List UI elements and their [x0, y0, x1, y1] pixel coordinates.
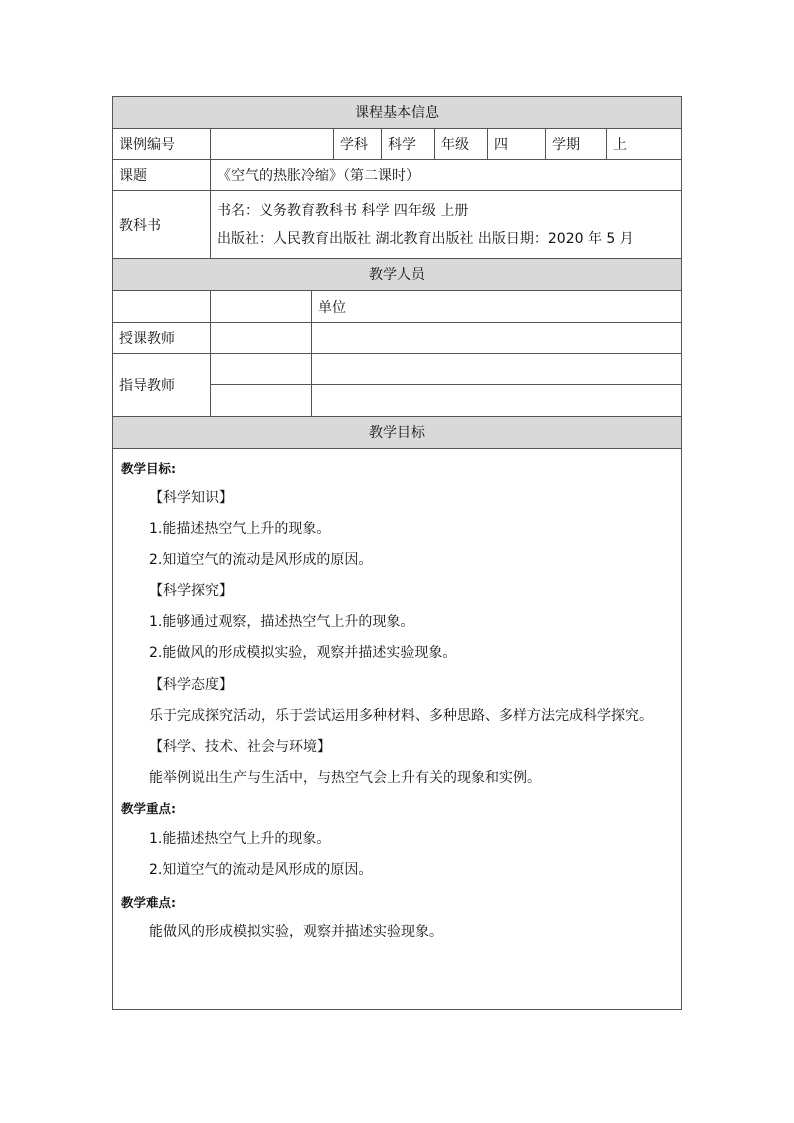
teacher-label: 授课教师 [119, 331, 175, 347]
textbook-publisher-line: 出版社：人民教育出版社 湖北教育出版社 出版日期：2020 年 5 月 [217, 231, 634, 247]
course-info-row [113, 129, 681, 160]
topic-label: 课题 [119, 168, 147, 184]
inquiry-item-1: 1.能够通过观察，描述热空气上升的现象。 [149, 614, 415, 630]
advisor-name-cell [210, 354, 311, 416]
textbook-info [210, 191, 681, 258]
textbook-label: 教科书 [119, 217, 161, 234]
goals-body [113, 449, 681, 1009]
teacher-row [113, 323, 681, 354]
topic-row [113, 160, 681, 191]
knowledge-heading: 【科学知识】 [149, 490, 233, 506]
sts-item-1: 能举例说出生产与生活中，与热空气会上升有关的现象和实例。 [149, 770, 541, 786]
knowledge-item-2: 2.知道空气的流动是风形成的原因。 [149, 552, 373, 568]
advisor-row [113, 354, 681, 417]
difficulty-item-1: 能做风的形成模拟实验，观察并描述实验现象。 [149, 924, 443, 940]
lesson-plan-table [112, 96, 682, 1010]
textbook-title-line: 书名：义务教育教科书 科学 四年级 上册 [217, 203, 469, 219]
teacher-unit-cell [311, 323, 681, 353]
inquiry-item-2: 2.能做风的形成模拟实验，观察并描述实验现象。 [149, 645, 457, 661]
advisor-label: 指导教师 [119, 378, 175, 394]
topic-value: 《空气的热胀冷缩》（第二课时） [210, 160, 681, 190]
advisor-divider [210, 384, 681, 385]
knowledge-item-1: 1.能描述热空气上升的现象。 [149, 521, 331, 537]
term-value: 上 [606, 129, 681, 159]
key-point-1: 1.能描述热空气上升的现象。 [149, 831, 331, 847]
difficulty-title: 教学难点: [121, 895, 176, 910]
staff-header-row [113, 291, 681, 323]
key-point-2: 2.知道空气的流动是风形成的原因。 [149, 862, 373, 878]
term-label: 学期 [545, 129, 606, 159]
advisor-unit-cell [311, 354, 681, 416]
staff-header: 教学人员 [113, 259, 681, 291]
grade-label: 年级 [434, 129, 487, 159]
case-number-value [210, 129, 333, 159]
key-points-title: 教学重点: [121, 801, 176, 816]
staff-name-cell [210, 291, 311, 322]
goals-title: 教学目标: [121, 461, 176, 476]
subject-value: 科学 [381, 129, 434, 159]
case-number-label: 课例编号 [119, 137, 175, 153]
teacher-name-cell [210, 323, 311, 353]
staff-blank-cell [113, 291, 210, 322]
grade-value: 四 [487, 129, 545, 159]
subject-label: 学科 [333, 129, 381, 159]
basic-info-header: 课程基本信息 [113, 97, 681, 129]
goals-header: 教学目标 [113, 417, 681, 449]
inquiry-heading: 【科学探究】 [149, 583, 233, 599]
attitude-item-1: 乐于完成探究活动，乐于尝试运用多种材料、多种思路、多样方法完成科学探究。 [149, 708, 653, 724]
unit-label: 单位 [311, 291, 681, 322]
attitude-heading: 【科学态度】 [149, 677, 233, 693]
sts-heading: 【科学、技术、社会与环境】 [149, 739, 331, 755]
textbook-row [113, 191, 681, 259]
